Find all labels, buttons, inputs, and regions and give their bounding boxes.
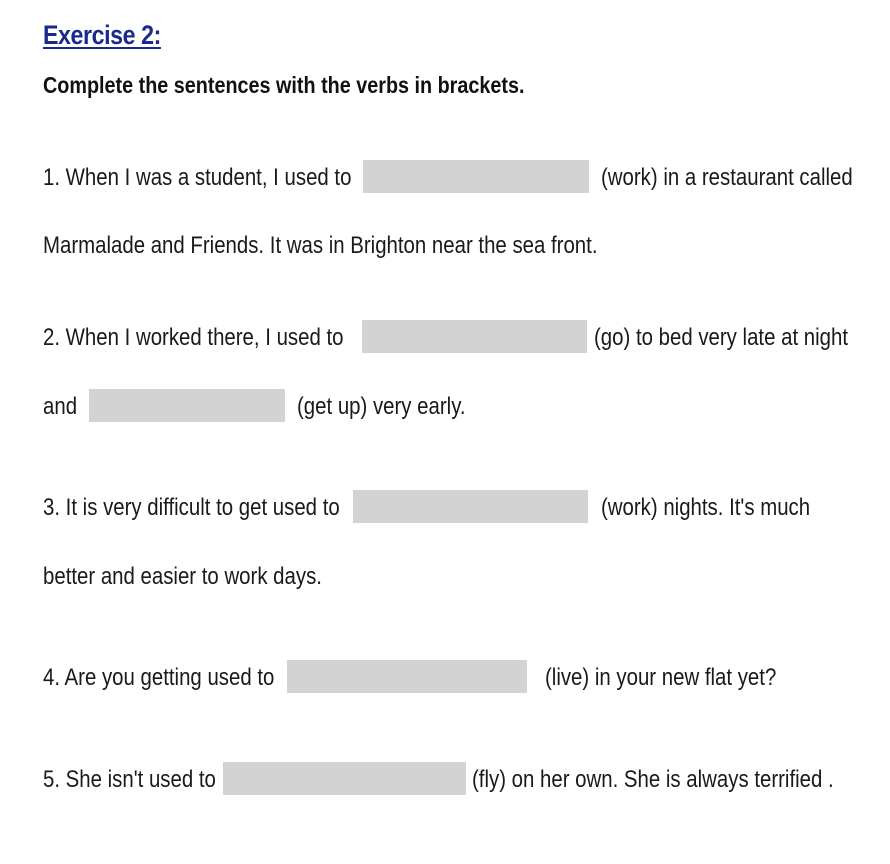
exercise-instruction: Complete the sentences with the verbs in brackets. xyxy=(43,72,525,98)
question-2-line-2 xyxy=(43,389,83,425)
question-1-line-2 xyxy=(43,228,695,264)
question-4-line-1 xyxy=(43,660,315,696)
question-4-text-after: (live) in your new flat yet? xyxy=(545,664,777,691)
question-2-line-2-after xyxy=(297,389,495,425)
question-2-text-continued: (get up) very early. xyxy=(297,393,466,420)
exercise-title: Exercise 2: xyxy=(43,20,161,50)
question-2-line-1-after xyxy=(594,320,890,356)
question-1-text-continued: Marmalade and Friends. It was in Brighton near the sea front. xyxy=(43,232,598,259)
question-5-line-1-after xyxy=(472,762,890,798)
question-1-line-1-after xyxy=(601,160,890,196)
question-2-answer-input-1[interactable] xyxy=(362,320,587,353)
question-5-answer-input[interactable] xyxy=(223,762,466,795)
question-1-line-1 xyxy=(43,160,406,196)
question-2-answer-input-2[interactable] xyxy=(89,389,285,422)
question-2-text-and: and xyxy=(43,393,78,420)
question-1-text-after: (work) in a restaurant called xyxy=(601,164,853,191)
question-5-line-1 xyxy=(43,762,246,798)
question-3-line-1-after xyxy=(601,490,847,526)
question-3-text-before: 3. It is very difficult to get used to xyxy=(43,494,340,521)
question-1-answer-input[interactable] xyxy=(363,160,589,193)
question-3-line-1 xyxy=(43,490,392,526)
question-2-text-after: (go) to bed very late at night xyxy=(594,324,849,351)
question-4-answer-input[interactable] xyxy=(287,660,527,693)
question-3-answer-input[interactable] xyxy=(353,490,588,523)
question-4-line-1-after xyxy=(545,660,817,696)
question-2-text-before: 2. When I worked there, I used to xyxy=(43,324,344,351)
question-5-text-before: 5. She isn't used to xyxy=(43,766,216,793)
question-5-text-after: (fly) on her own. She is always terrified . xyxy=(472,766,834,793)
question-1-text-before: 1. When I was a student, I used to xyxy=(43,164,352,191)
question-2-line-1 xyxy=(43,320,397,356)
question-4-text-before: 4. Are you getting used to xyxy=(43,664,275,691)
question-3-text-continued: better and easier to work days. xyxy=(43,563,322,590)
question-3-line-2 xyxy=(43,559,371,595)
question-3-text-after: (work) nights. It's much xyxy=(601,494,811,521)
